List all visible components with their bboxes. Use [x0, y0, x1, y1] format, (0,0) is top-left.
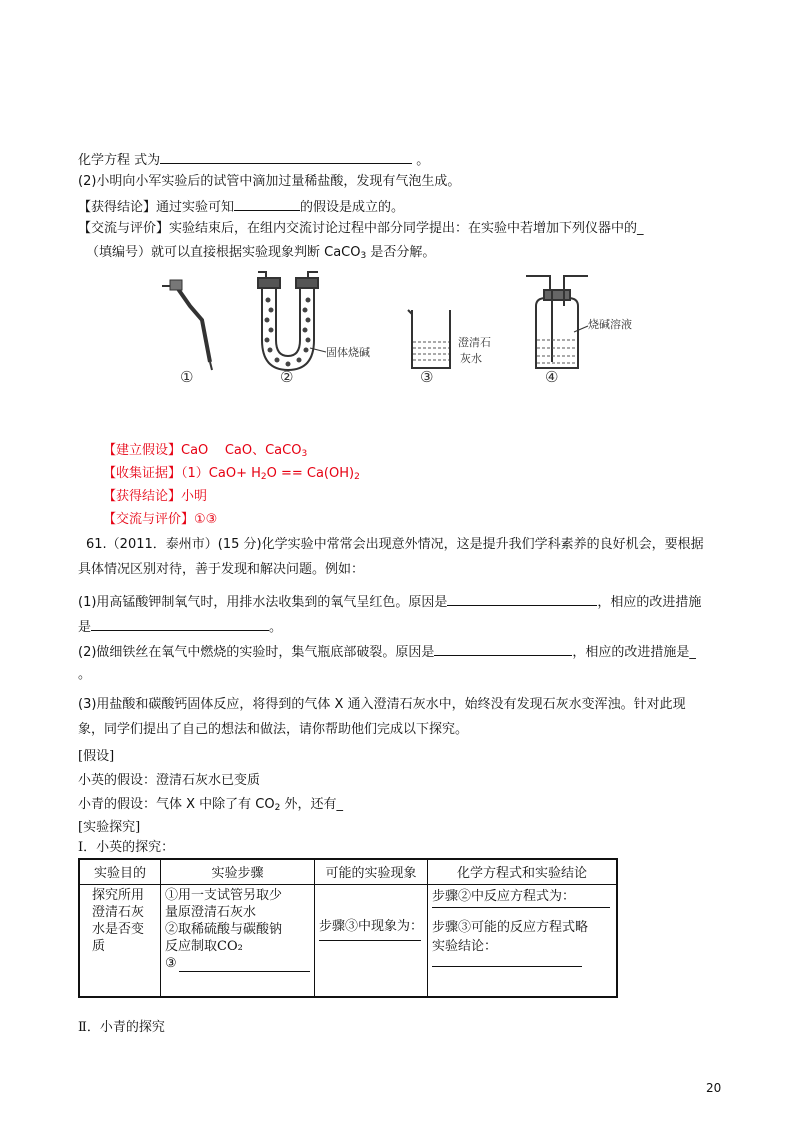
label-solid-naoh: 固体烧碱 [326, 346, 370, 359]
steps-cell [161, 885, 315, 997]
answer-label: 【交流与评价】 [103, 512, 195, 527]
eval-line-2-text: （填编号）就可以直接根据实验现象判断 CaCO [86, 245, 361, 260]
label-naoh-solution: 烧碱溶液 [588, 318, 632, 331]
q61-line-1: 61.（2011．泰州市）(15 分)化学实验中常常会出现意外情况，这是提升我们学科素养的良好机会，要根据 [86, 537, 704, 552]
equation-step3: 步骤③可能的反应方程式略 [432, 920, 589, 935]
eval-line-2-end: 是否分解。 [366, 245, 436, 260]
label-2: ② [280, 368, 294, 386]
purpose-cell [79, 885, 161, 997]
answer-blank[interactable] [432, 906, 610, 908]
answer-eval [103, 511, 217, 529]
answer-evidence [103, 465, 360, 486]
purpose-line: 水是否变 [92, 922, 145, 937]
answer-label: 【收集证据】 [103, 466, 182, 481]
conclusion-suffix: 的假设是成立的。 [300, 200, 405, 215]
eval-line-1: 【交流与评价】实验结束后，在组内交流讨论过程中部分同学提出：在实验中若增加下列仪器中的_ [78, 221, 644, 236]
q61-part2 [78, 641, 696, 662]
answer-blank[interactable] [160, 149, 412, 164]
answer-value: ①③ [194, 512, 218, 527]
answer-blank[interactable] [434, 641, 572, 656]
part1-text: (1)用高锰酸钾制氧气时，用排水法收集到的氧气呈红色。原因是 [78, 595, 448, 610]
answer-blank[interactable] [319, 936, 421, 941]
answer-blank[interactable] [234, 196, 300, 211]
q2-xiaoming: (2)小明向小军实验后的试管中滴加过量稀盐酸，发现有气泡生成。 [78, 174, 461, 189]
answer-hypothesis [103, 442, 307, 463]
phenomenon-text: 步骤③中现象为： [319, 919, 424, 934]
experiment-table [78, 858, 618, 998]
explore-heading: [实验探究] [78, 820, 141, 835]
apparatus-svg [150, 270, 632, 400]
header-phenomenon: 可能的实验现象 [315, 859, 428, 885]
subscript: 2 [354, 472, 360, 482]
wash-bottle-icon [526, 276, 588, 368]
conclusion-line [78, 196, 404, 217]
subscript: 3 [301, 449, 308, 459]
purpose-line: 澄清石灰 [92, 905, 145, 920]
header-purpose: 实验目的 [79, 859, 161, 885]
step-line: 反应制取CO₂ [165, 939, 243, 954]
purpose-line: 质 [92, 939, 106, 954]
bottle-liquid-lines [537, 340, 577, 363]
step-line: ②取稀硫酸与碳酸钠 [165, 922, 283, 937]
q61-part1-cont [78, 616, 282, 637]
step-line: ③ [165, 956, 177, 971]
eval-line-2 [86, 244, 435, 265]
conclusion-prefix: 【获得结论】通过实验可知 [78, 200, 235, 215]
answer-label: 【获得结论】 [103, 489, 182, 504]
header-steps: 实验步骤 [161, 859, 315, 885]
part1-heading: Ⅰ．小英的探究： [78, 840, 175, 855]
tube-apparatus-icon [162, 280, 212, 370]
equation-step2: 步骤②中反应方程式为： [432, 889, 576, 904]
header-equation: 化学方程式和实验结论 [428, 859, 618, 885]
label-limewater-a: 澄清石 [458, 336, 491, 349]
step-line: 量原澄清石灰水 [165, 905, 257, 920]
purpose-line: 探究所用 [92, 888, 145, 903]
period: 。 [416, 153, 430, 168]
xiaoqing-assumption [78, 796, 343, 817]
part1-text-3: 是 [78, 620, 92, 635]
subscript: 2 [274, 803, 281, 813]
q61-line-2: 具体情况区别对待，善于发现和解决问题。例如： [78, 562, 365, 577]
q61-part3-line2: 象，同学们提出了自己的想法和做法，请你帮助他们完成以下探究。 [78, 722, 469, 737]
phenomenon-cell [315, 885, 428, 997]
apparatus-figures [150, 270, 632, 400]
q61-part1 [78, 591, 701, 612]
answer-blank[interactable] [447, 591, 597, 606]
label-limewater-b: 灰水 [460, 352, 482, 365]
label-3: ③ [420, 368, 434, 386]
q61-part2-cont: 。 [78, 667, 92, 682]
table-row [79, 885, 617, 997]
answer-blank[interactable] [179, 957, 310, 972]
table-header-row [79, 859, 617, 885]
answer-blank[interactable] [432, 958, 582, 967]
answer-value: CaO CaO、CaCO [181, 443, 302, 458]
subscript: 2 [260, 472, 267, 482]
period: 。 [269, 620, 283, 635]
equation-cell [428, 885, 618, 997]
step-3-row [165, 955, 310, 972]
part2-text: (2)做细铁丝在氧气中燃烧的实验时，集气瓶底部破裂。原因是 [78, 645, 435, 660]
liquid-lines [413, 342, 449, 360]
step-line: ①用一支试管另取少 [165, 888, 283, 903]
label-1: ① [180, 368, 194, 386]
answer-value-2: O == Ca(OH) [266, 466, 355, 481]
q61-part3-line1: (3)用盐酸和碳酸钙固体反应，将得到的气体 X 通入澄清石灰水中，始终没有发现石灰水变浑浊。针对此现 [78, 697, 686, 712]
answer-conclusion [103, 488, 207, 506]
answer-blank[interactable] [91, 616, 269, 631]
part1-text-2: ，相应的改进措施 [597, 595, 702, 610]
equation-prefix: 化学方程 式为 [78, 153, 161, 168]
label-4: ④ [545, 368, 559, 386]
part2-heading: Ⅱ．小青的探究 [78, 1020, 165, 1035]
answer-value: （1）CaO+ H [181, 466, 261, 481]
subscript: 3 [360, 251, 367, 261]
assumption-text: 小青的假设：气体 X 中除了有 CO [78, 797, 275, 812]
part2-text-2: ，相应的改进措施是_ [572, 645, 696, 660]
beaker-icon [408, 310, 450, 368]
page-number: 20 [706, 1081, 722, 1095]
equation-line [78, 149, 429, 170]
assumption-text-2: 外，还有_ [280, 797, 343, 812]
answer-value: 小明 [181, 489, 208, 504]
answer-label: 【建立假设】 [103, 443, 182, 458]
assume-heading: [假设] [78, 749, 115, 764]
conclusion-text: 实验结论： [432, 939, 498, 954]
xiaoying-assumption: 小英的假设：澄清石灰水已变质 [78, 773, 261, 788]
